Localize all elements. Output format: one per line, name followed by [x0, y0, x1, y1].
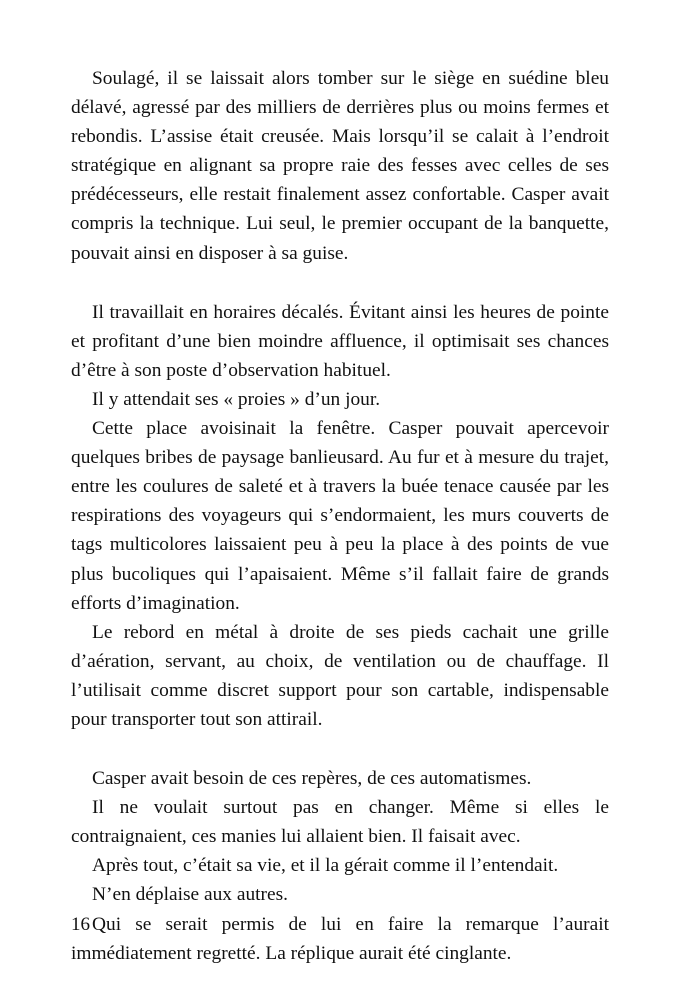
paragraph: Qui se serait permis de lui en faire la remarque l’aurait immédiatement regretté. La réplique aurait été cinglante.	[71, 913, 609, 964]
paragraph: Le rebord en métal à droite de ses pieds cachait une grille d’aération, servant, au choix, de ventilation ou de chauffage. Il l’utilisait comme discret support pour son cartable, indispensable pour transporter tout son attirail.	[71, 621, 609, 730]
paragraph: Il ne voulait surtout pas en changer. Même si elles le contraignaient, ces manies lui allaient bien. Il faisait avec.	[71, 797, 609, 848]
paragraph: Soulagé, il se laissait alors tomber sur le siège en suédine bleu délavé, agressé par des milliers de derrières plus ou moins fermes et rebondis. L’assise était creusée. Mais lorsqu’il se calait à l’endroit stratégique en alignant sa propre raie des fesses avec celles de ses prédécesseurs, elle restait finalement assez confortable. Casper avait compris la technique. Lui seul, le premier occupant de la banquette, pouvait ainsi en disposer à sa guise.	[71, 68, 609, 264]
paragraph: Il travaillait en horaires décalés. Évitant ainsi les heures de pointe et profitant d’une bien moindre affluence, il optimisait ses chances d’être à son poste d’observation habituel.	[71, 301, 609, 381]
paragraph: Après tout, c’était sa vie, et il la gérait comme il l’entendait.	[92, 855, 559, 877]
page-number: 16	[71, 914, 90, 935]
body-text	[71, 64, 609, 968]
paragraph: Cette place avoisinait la fenêtre. Casper pouvait apercevoir quelques bribes de paysage banlieusard. Au fur et à mesure du trajet, entre les coulures de saleté et à travers la buée tenace causée par les respirations des voyageurs qui s’endormaient, les murs couverts de tags multicolores laissaient peu à peu la place à des points de vue plus bucoliques qui l’apaisaient. Même s’il fallait faire de grands efforts d’imagination.	[71, 418, 609, 614]
paragraph: Casper avait besoin de ces repères, de ces automatismes.	[92, 768, 532, 790]
paragraph: N’en déplaise aux autres.	[92, 884, 288, 906]
paragraph: Il y attendait ses « proies » d’un jour.	[92, 388, 381, 410]
